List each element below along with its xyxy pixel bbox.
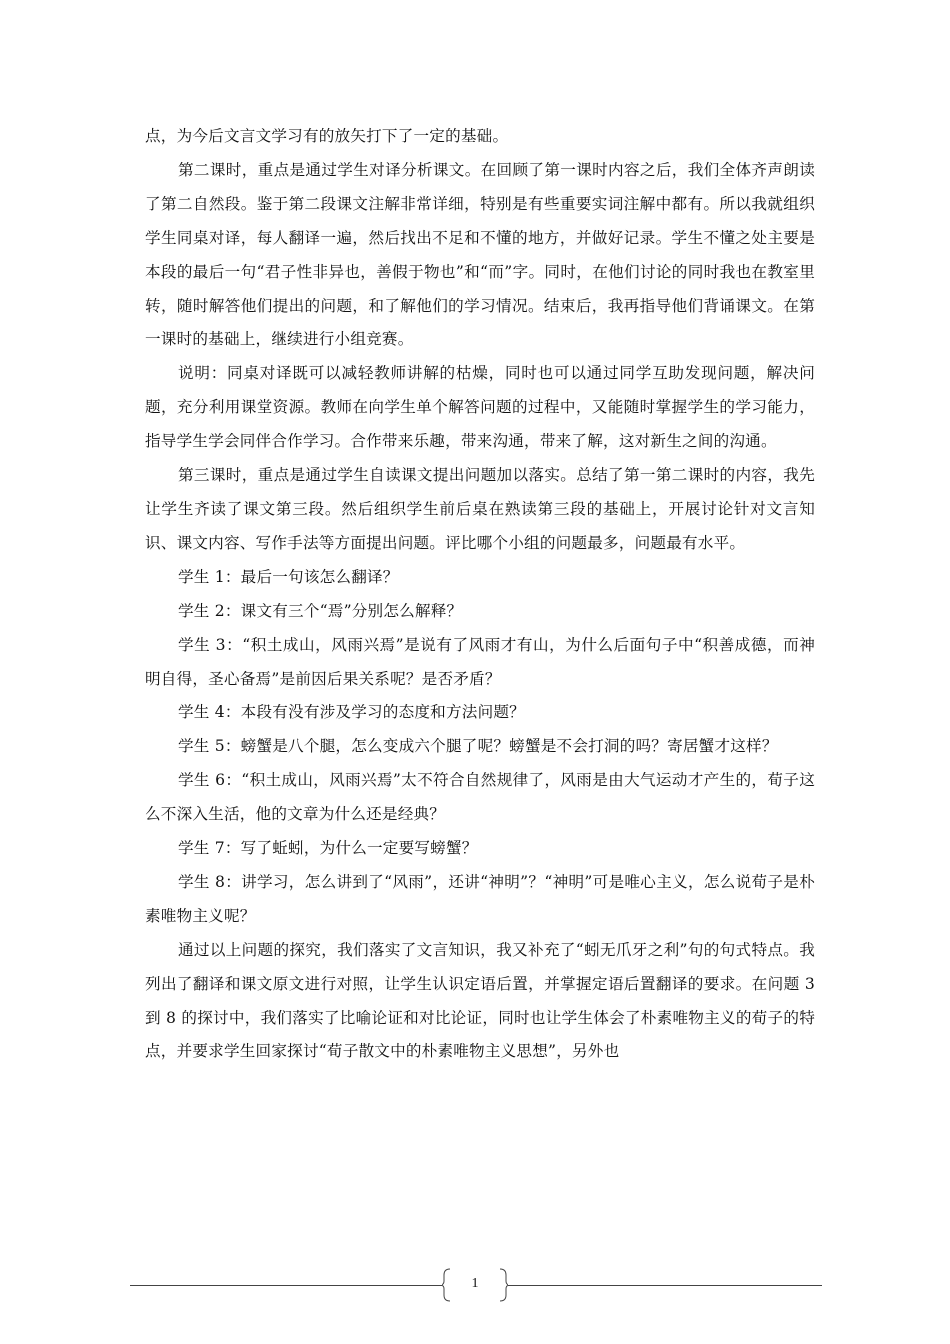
student-question-4: 学生 4：本段有没有涉及学习的态度和方法问题？ xyxy=(178,703,525,722)
paragraph-explanation: 说明：同桌对译既可以减轻教师讲解的枯燥，同时也可以通过同学互助发现问题，解决问题，充分利用课堂资源。教师在向学生单个解答问题的过程中，又能随时掌握学生的学习能力，指导学生学会同伴合作学习。合作带来乐趣，带来沟通，带来了解，这对新生之间的沟通。 xyxy=(145,364,815,451)
student-question-6: 学生 6：“积土成山，风雨兴焉”太不符合自然规律了，风雨是由大气运动才产生的，荀子这么不深入生活，他的文章为什么还是经典？ xyxy=(145,771,815,824)
footer-rule-left xyxy=(130,1285,442,1286)
student-question-8: 学生 8：讲学习，怎么讲到了“风雨”，还讲“神明”？“神明”可是唯心主义，怎么说荀子是朴素唯物主义呢？ xyxy=(145,872,815,925)
page-footer xyxy=(130,1268,822,1302)
page-body xyxy=(145,120,815,1069)
student-question-5: 学生 5：螃蟹是八个腿，怎么变成六个腿了呢？螃蟹是不会打洞的吗？寄居蟹才这样？ xyxy=(178,737,778,756)
student-question-2: 学生 2：课文有三个“焉”分别怎么解释？ xyxy=(178,601,463,620)
student-question-1: 学生 1：最后一句该怎么翻译？ xyxy=(178,567,399,586)
paragraph-continuation: 点，为今后文言文学习有的放矢打下了一定的基础。 xyxy=(145,127,509,145)
paragraph-conclusion: 通过以上问题的探究，我们落实了文言知识，我又补充了“蚓无爪牙之利”句的句式特点。我列出了翻译和课文原文进行对照，让学生认识定语后置，并掌握定语后置翻译的要求。在问题 3 到 8 的探讨中，我们落实了比喻论证和对比论证，同时也让学生体会了朴素唯物主义的荀子的特点，并要求学生回家探讨“荀子散文中的朴素唯物主义思想”，另外也 xyxy=(145,940,815,1061)
student-question-7: 学生 7：写了蚯蚓，为什么一定要写螃蟹？ xyxy=(178,839,478,858)
student-question-3: 学生 3：“积土成山，风雨兴焉”是说有了风雨才有山，为什么后面句子中“积善成德，而神明自得，圣心备焉”是前因后果关系呢？是否矛盾？ xyxy=(145,635,815,688)
footer-rule-right xyxy=(508,1285,822,1286)
paragraph-third-lesson: 第三课时，重点是通过学生自读课文提出问题加以落实。总结了第一第二课时的内容，我先让学生齐读了课文第三段。然后组织学生前后桌在熟读第三段的基础上，开展讨论针对文言知识、课文内容、写作手法等方面提出问题。评比哪个小组的问题最多，问题最有水平。 xyxy=(145,466,815,552)
page-number: 1 xyxy=(471,1276,479,1291)
paragraph-second-lesson: 第二课时，重点是通过学生对译分析课文。在回顾了第一课时内容之后，我们全体齐声朗读了第二自然段。鉴于第二段课文注解非常详细，特别是有些重要实词注解中都有。所以我就组织学生同桌对译，每人翻译一遍，然后找出不足和不懂的地方，并做好记录。学生不懂之处主要是本段的最后一句“君子性非异也，善假于物也”和“而”字。同时，在他们讨论的同时我也在教室里转，随时解答他们提出的问题，和了解他们的学习情况。结束后，我再指导他们背诵课文。在第一课时的基础上，继续进行小组竞赛。 xyxy=(145,160,815,349)
